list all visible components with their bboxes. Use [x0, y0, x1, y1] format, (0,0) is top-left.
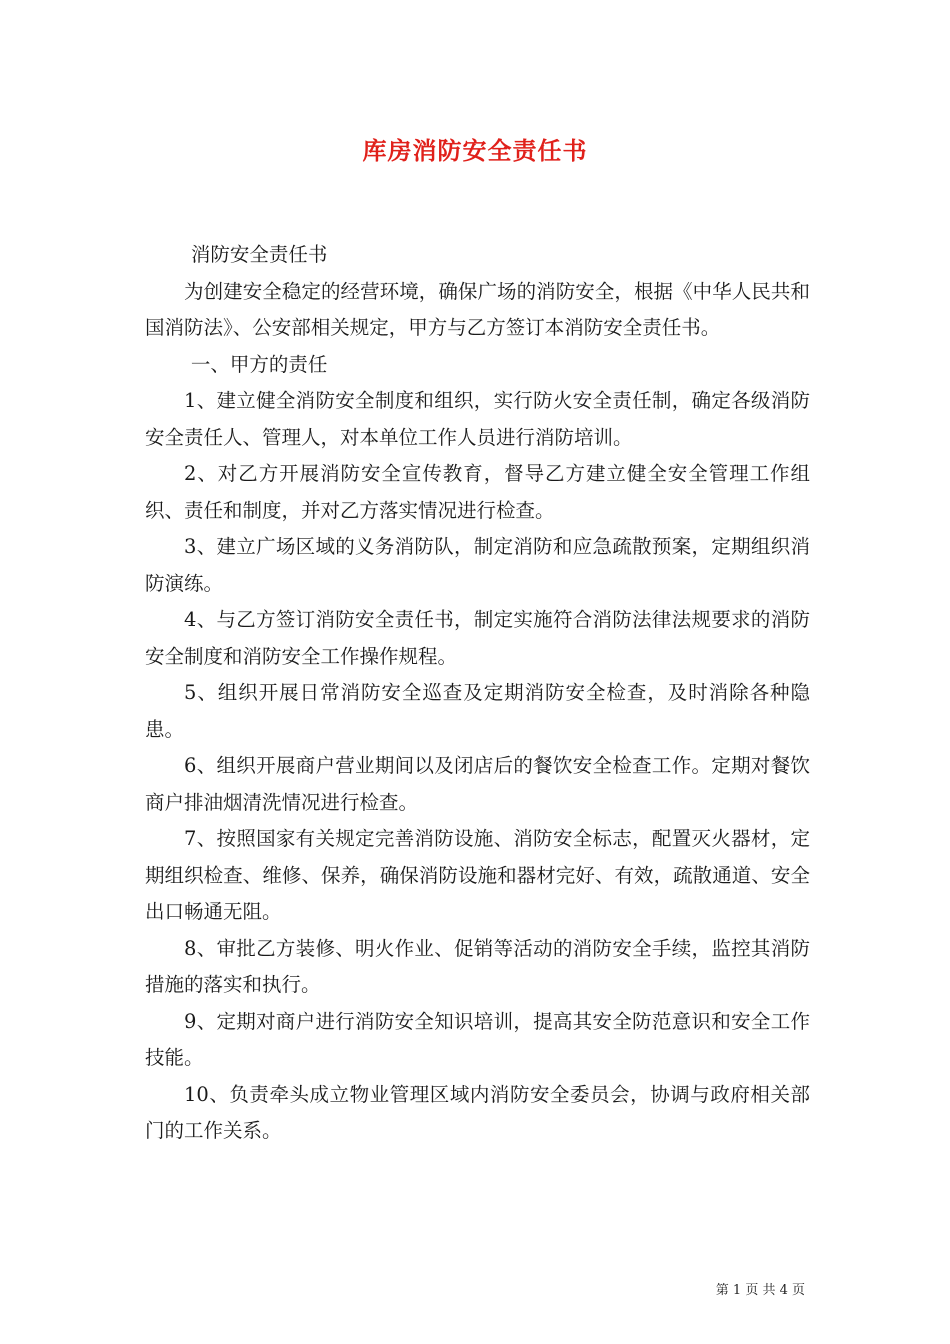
clause-item: 8、审批乙方装修、明火作业、促销等活动的消防安全手续，监控其消防措施的落实和执行。	[145, 936, 810, 996]
document-title: 库房消防安全责任书	[362, 136, 588, 165]
clause-item: 2、对乙方开展消防安全宣传教育，督导乙方建立健全安全管理工作组织、责任和制度，并对乙方落实情况进行检查。	[145, 462, 810, 522]
clause-item: 9、定期对商户进行消防安全知识培训，提高其安全防范意识和安全工作技能。	[145, 1009, 810, 1069]
document-body	[145, 237, 810, 1150]
clause-item: 5、组织开展日常消防安全巡查及定期消防安全检查，及时消除各种隐患。	[145, 681, 810, 741]
clause-item: 7、按照国家有关规定完善消防设施、消防安全标志，配置灭火器材，定期组织检查、维修、保养，确保消防设施和器材完好、有效，疏散通道、安全出口畅通无阻。	[145, 827, 810, 923]
clause-item: 1、建立健全消防安全制度和组织，实行防火安全责任制，确定各级消防安全责任人、管理人，对本单位工作人员进行消防培训。	[145, 389, 810, 449]
page-number-footer: 第 1 页 共 4 页	[715, 1283, 805, 1298]
clause-item: 3、建立广场区域的义务消防队，制定消防和应急疏散预案，定期组织消防演练。	[145, 535, 810, 595]
section-subtitle: 消防安全责任书	[190, 243, 328, 266]
clause-item: 6、组织开展商户营业期间以及闭店后的餐饮安全检查工作。定期对餐饮商户排油烟清洗情况进行检查。	[145, 754, 810, 814]
section-heading-party-a: 一、甲方的责任	[190, 352, 328, 376]
intro-paragraph: 为创建安全稳定的经营环境，确保广场的消防安全，根据《中华人民共和国消防法》、公安部相关规定，甲方与乙方签订本消防安全责任书。	[145, 279, 810, 339]
clause-item: 4、与乙方签订消防安全责任书，制定实施符合消防法律法规要求的消防安全制度和消防安全工作操作规程。	[145, 608, 810, 668]
clause-item: 10、负责牵头成立物业管理区域内消防安全委员会，协调与政府相关部门的工作关系。	[145, 1082, 810, 1142]
